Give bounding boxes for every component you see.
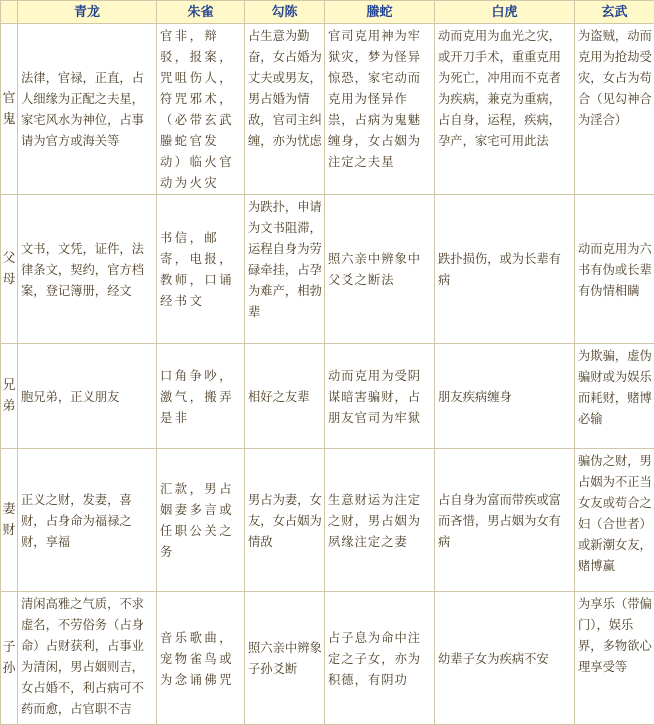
table-cell: 照六亲中辨象中父爻之断法 (325, 195, 435, 344)
table-cell: 为欺骗，虚伪骗财或为娱乐而耗财，赌博必输 (575, 344, 654, 449)
table-row (1, 449, 654, 592)
table-cell: 动而克用为血光之灾，或开刀手术，重重克用为死亡，冲用而不克者为疾病，兼克为重病，占自身，运程，疾病，孕产，家宅可用此法 (435, 24, 575, 195)
table-cell: 胞兄弟，正义朋友 (18, 344, 157, 449)
column-header-zhuque: 朱雀 (157, 1, 245, 24)
table-cell: 清闲高雅之气质，不求虚名，不劳俗务（占身命）占财获利，占事业为清闲，男占姻则吉，女占婚不，利占病可不药而愈，占官职不吉 (18, 592, 157, 725)
row-label-zisun: 子孙 (1, 592, 18, 725)
table-cell: 为盗贼，动而克用为抢劫受灾，女占为苟合（见勾神合为淫合） (575, 24, 654, 195)
row-label-fumu: 父母 (1, 195, 18, 344)
table-cell: 生意财运为注定之财，男占姻为夙缘注定之妻 (325, 449, 435, 592)
table-cell: 照六亲中辨象子孙爻断 (245, 592, 325, 725)
table-cell: 动而克用为六书有伪或长辈有伪情相瞒 (575, 195, 654, 344)
table-row (1, 592, 654, 725)
table-cell: 官司克用神为牢狱灾，梦为怪异惊恐，家宅动而克用为怪异作祟，占病为鬼魅缠身，女占姻为注定之夫星 (325, 24, 435, 195)
row-label-guangui: 官鬼 (1, 24, 18, 195)
table-cell: 书信，邮寄，电报，教师，口诵经书文 (157, 195, 245, 344)
table-cell: 幼辈子女为疾病不安 (435, 592, 575, 725)
table-cell: 跌扑损伤，或为长辈有病 (435, 195, 575, 344)
table-cell: 为享乐（带偏门），娱乐界，多物欲心理享受等 (575, 592, 654, 725)
table-cell: 骗伪之财，男占姻为不正当女友或苟合之妇（合世者）或新潮女友，赌博赢 (575, 449, 654, 592)
corner-cell (1, 1, 18, 24)
table-cell: 法律，官禄，正直，占人细缘为正配之夫星，家宅风水为神位，占事请为官方或海关等 (18, 24, 157, 195)
header-row (1, 1, 654, 24)
table-cell: 为跌扑，申请为文书阻滞，运程自身为劳碌牵挂，占孕为难产，相勃辈 (245, 195, 325, 344)
table-cell: 占子息为命中注定之子女，亦为积德，有阴功 (325, 592, 435, 725)
table-row (1, 195, 654, 344)
table-cell: 音乐歌曲，宠物雀鸟或为念诵佛咒 (157, 592, 245, 725)
table-row (1, 24, 654, 195)
table-cell: 正义之财，发妻，喜财，占身命为福禄之财，享福 (18, 449, 157, 592)
table-cell: 男占为妻，女友，女占姻为情敌 (245, 449, 325, 592)
table-cell: 相好之友辈 (245, 344, 325, 449)
row-label-qicai: 妻财 (1, 449, 18, 592)
table-cell: 文书，文凭，证件，法律条文，契约，官方档案，登记簿册，经文 (18, 195, 157, 344)
column-header-xuanwu: 玄武 (575, 1, 654, 24)
table-cell: 官非，辩驳，报案，咒咀伤人，符咒邪术，（必带玄武螣蛇官发动）临火官动为火灾 (157, 24, 245, 195)
row-label-xiongdi: 兄弟 (1, 344, 18, 449)
table-cell: 汇款，男占姻妻多言或任职公关之务 (157, 449, 245, 592)
column-header-baihu: 白虎 (435, 1, 575, 24)
table-cell: 动而克用为受阴谋暗害骗财，占朋友官司为牢狱 (325, 344, 435, 449)
table-cell: 占生意为勤奋，女占婚为丈夫或男友，男占婚为情敌，官司主纠缠，亦为忧虑 (245, 24, 325, 195)
column-header-gouchen: 勾陈 (245, 1, 325, 24)
column-header-qinglong: 青龙 (18, 1, 157, 24)
table-cell: 朋友疾病缠身 (435, 344, 575, 449)
table-row (1, 344, 654, 449)
column-header-tengshe: 螣蛇 (325, 1, 435, 24)
table-cell: 占自身为富而带疾或富而吝惜，男占姻为女有病 (435, 449, 575, 592)
table-cell: 口角争吵，激气，搬弄是非 (157, 344, 245, 449)
